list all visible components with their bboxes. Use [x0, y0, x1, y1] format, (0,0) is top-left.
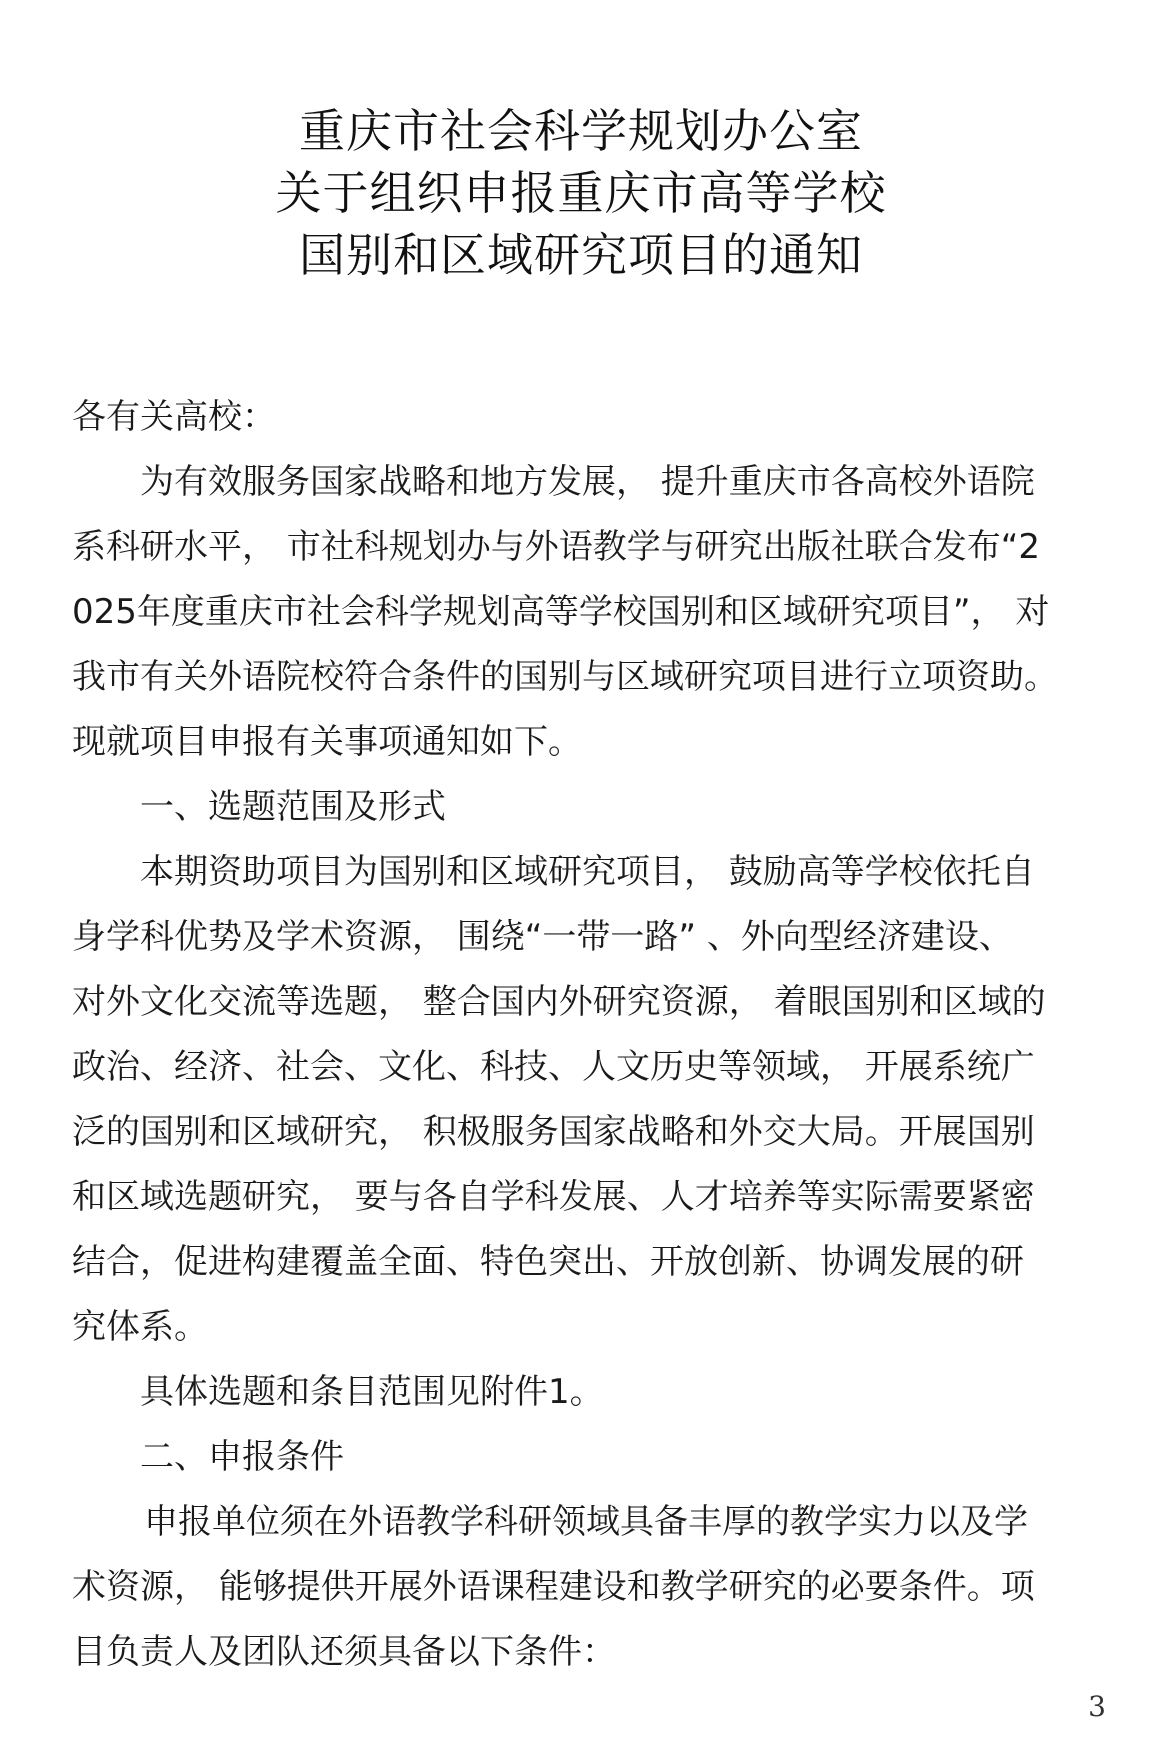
paragraph-line: 系科研水平， 市社科规划办与外语教学与研究出版社联合发布“2	[72, 527, 1041, 567]
paragraph-line: 和区域选题研究， 要与各自学科发展、人才培养等实际需要紧密	[72, 1177, 1035, 1217]
document-body	[72, 385, 1102, 1685]
section-heading: 一、选题范围及形式	[140, 787, 446, 827]
paragraph-line: 现就项目申报有关事项通知如下。	[72, 722, 582, 762]
paragraph-line: 025年度重庆市社会科学规划高等学校国别和区域研究项目”， 对	[72, 592, 1050, 632]
paragraph-line: 我市有关外语院校符合条件的国别与区域研究项目进行立项资助。	[72, 657, 1058, 697]
paragraph-line: 术资源， 能够提供开展外语课程建设和教学研究的必要条件。项	[72, 1567, 1035, 1607]
title-line-1: 重庆市社会科学规划办公室	[299, 104, 863, 158]
title-line-3: 国别和区域研究项目的通知	[299, 228, 863, 282]
paragraph-line: 对外文化交流等选题， 整合国内外研究资源， 着眼国别和区域的	[72, 982, 1046, 1022]
paragraph-line: 身学科优势及学术资源， 围绕“一带一路” 、外向型经济建设、	[72, 917, 1013, 957]
paragraph-line: 政治、经济、社会、文化、科技、人文历史等领域， 开展系统广	[72, 1047, 1035, 1087]
paragraph-line: 申报单位须在外语教学科研领域具备丰厚的教学实力以及学	[144, 1502, 1028, 1542]
paragraph-line: 具体选题和条目范围见附件1。	[140, 1372, 604, 1412]
section-heading: 二、申报条件	[140, 1437, 344, 1477]
page-number: 3	[1088, 1690, 1106, 1723]
salutation: 各有关高校：	[72, 397, 276, 437]
document-title	[0, 100, 1162, 286]
paragraph-line: 结合，促进构建覆盖全面、特色突出、开放创新、协调发展的研	[72, 1242, 1024, 1282]
paragraph-line: 泛的国别和区域研究， 积极服务国家战略和外交大局。开展国别	[72, 1112, 1035, 1152]
paragraph-line: 目负责人及团队还须具备以下条件：	[72, 1632, 616, 1672]
paragraph-line: 本期资助项目为国别和区域研究项目， 鼓励高等学校依托自	[140, 852, 1035, 892]
paragraph-line: 为有效服务国家战略和地方发展， 提升重庆市各高校外语院	[140, 462, 1035, 502]
title-line-2: 关于组织申报重庆市高等学校	[275, 166, 887, 220]
paragraph-line: 究体系。	[72, 1307, 208, 1347]
